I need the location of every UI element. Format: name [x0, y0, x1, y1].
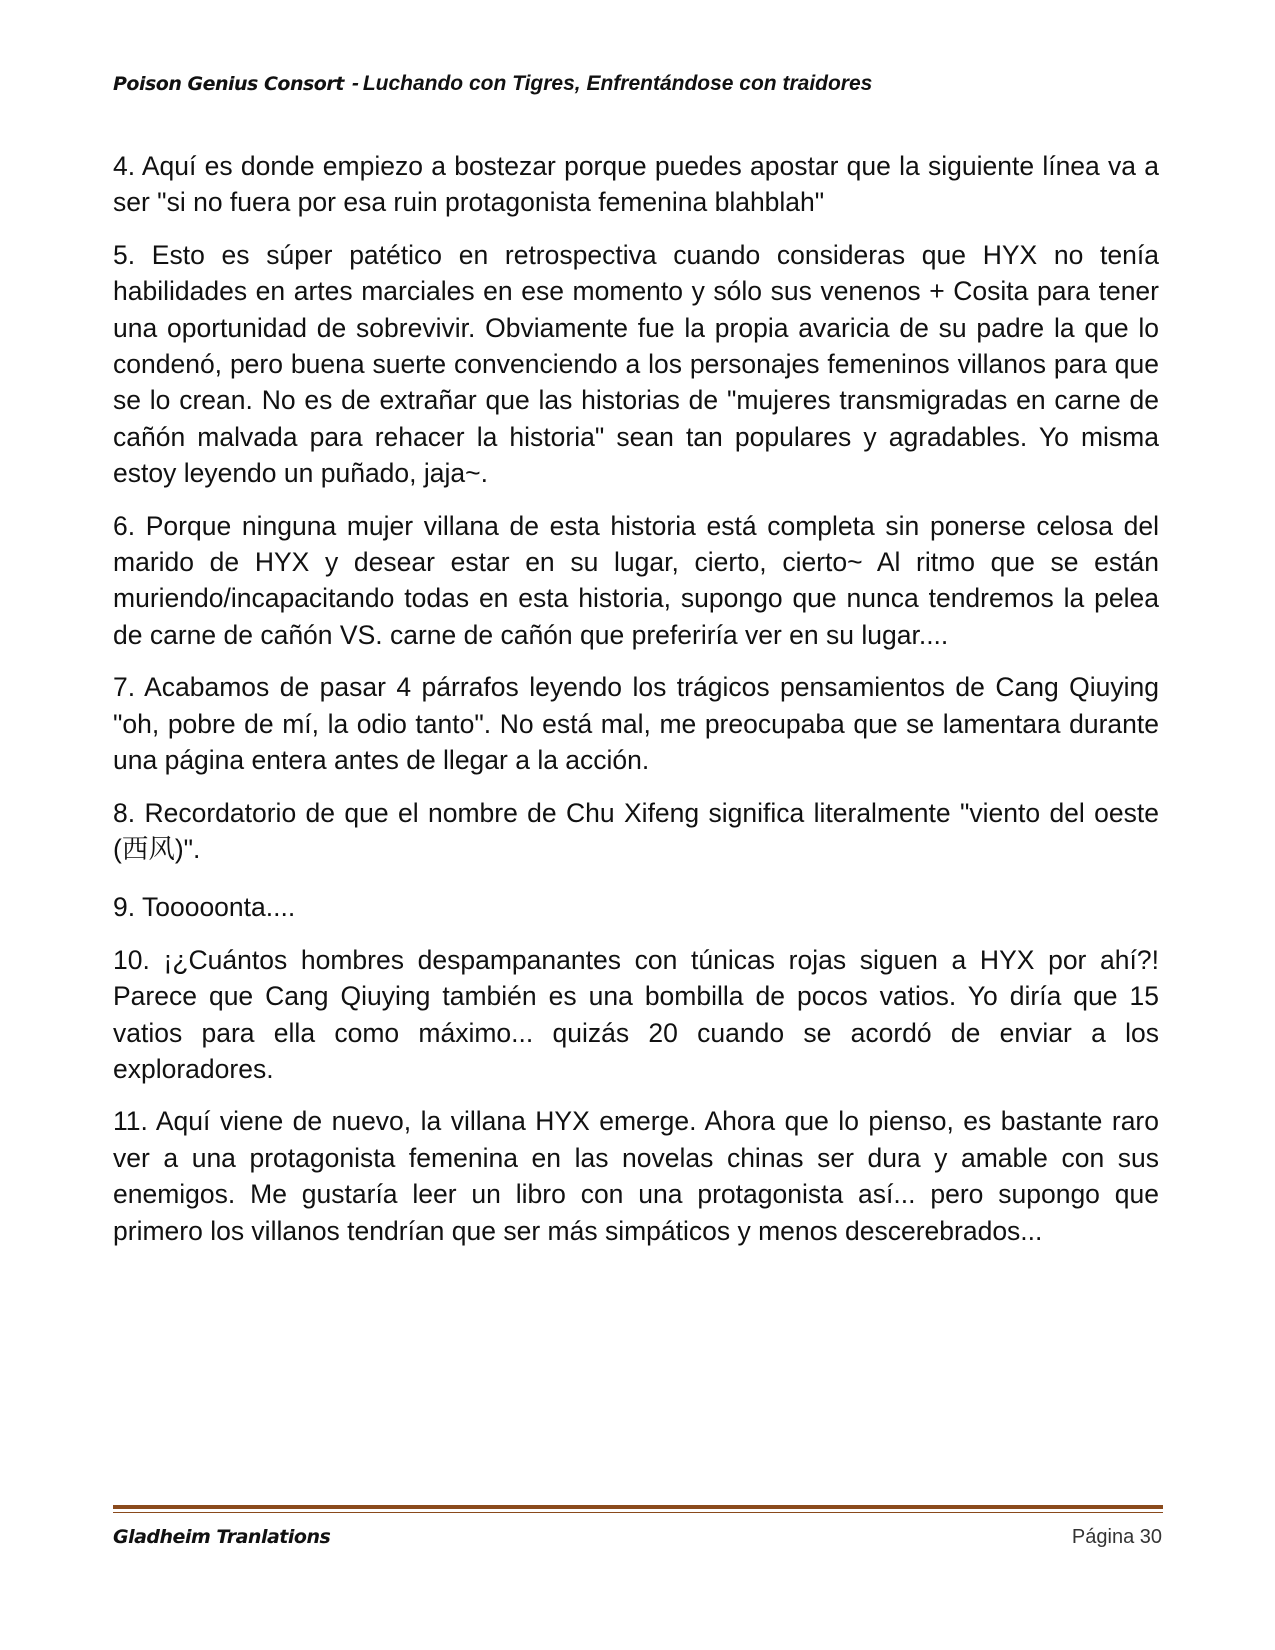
notes-body	[113, 148, 1159, 1265]
note-8: 8. Recordatorio de que el nombre de Chu Xifeng significa literalmente "viento del oeste (西风)".	[113, 797, 1159, 864]
page-number: Página 30	[1071, 1526, 1162, 1548]
note-10: 10. ¡¿Cuántos hombres despampanantes con túnicas rojas siguen a HYX por ahí?! Parece que Cang Qiuying también es una bombilla de pocos vatios. Yo diría que 15 vatios para ella como máximo... quizás 20 cuando se acordó de enviar a los exploradores.	[113, 944, 1159, 1084]
footer-publisher: Gladheim Tranlations	[113, 1526, 331, 1548]
note-5: 5. Esto es súper patético en retrospectiva cuando consideras que HYX no tenía habilidades en artes marciales en ese momento y sólo sus venenos + Cosita para tener una oportunidad de sobrevivir. Obviamente fue la propia avaricia de su padre la que lo condenó, pero buena suerte convenciendo a los personajes femeninos villanos para que se lo crean. No es de extrañar que las historias de "mujeres transmigradas en carne de cañón malvada para rehacer la historia" sean tan populares y agradables. Yo misma estoy leyendo un puñado, jaja~.	[113, 239, 1159, 489]
footer-rule-thin	[113, 1512, 1163, 1513]
note-4: 4. Aquí es donde empiezo a bostezar porque puedes apostar que la siguiente línea va a ser "si no fuera por esa ruin protagonista femenina blahblah"	[113, 151, 1159, 218]
header-separator: -	[351, 72, 359, 95]
page-header	[113, 72, 1163, 96]
note-7: 7. Acabamos de pasar 4 párrafos leyendo los trágicos pensamientos de Cang Qiuying "oh, pobre de mí, la odio tanto". No está mal, me preocupaba que se lamentara durante una página entera antes de llegar a la acción.	[113, 672, 1159, 776]
footer-rule	[113, 1505, 1163, 1509]
note-6: 6. Porque ninguna mujer villana de esta historia está completa sin ponerse celosa del marido de HYX y desear estar en su lugar, cierto, cierto~ Al ritmo que se están muriendo/incapacitando todas en esta historia, supongo que nunca tendremos la pelea de carne de cañón VS. carne de cañón que preferiría ver en su lugar....	[113, 510, 1159, 650]
note-9: 9. Tooooonta....	[113, 892, 296, 923]
note-11: 11. Aquí viene de nuevo, la villana HYX emerge. Ahora que lo pienso, es bastante raro ver a una protagonista femenina en las novelas chinas ser dura y amable con sus enemigos. Me gustaría leer un libro con una protagonista así... pero supongo que primero los villanos tendrían que ser más simpáticos y menos descerebrados...	[113, 1106, 1159, 1246]
book-title: Poison Genius Consort	[113, 73, 344, 95]
chapter-title: Luchando con Tigres, Enfrentándose con traidores	[362, 72, 873, 95]
